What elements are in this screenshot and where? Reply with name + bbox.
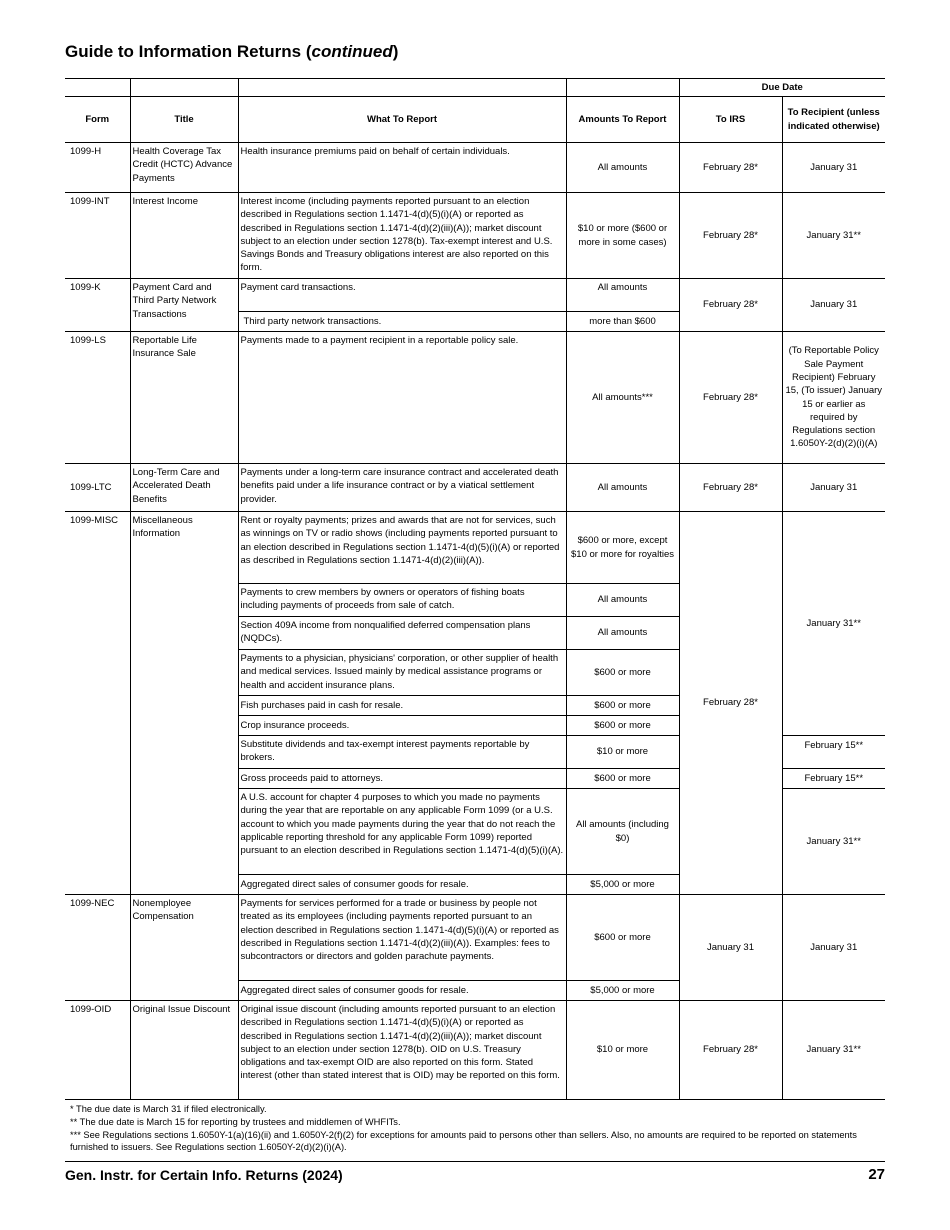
form-cell: 1099-INT: [65, 193, 130, 279]
amount-cell: All amounts: [566, 617, 679, 650]
amount-cell: $10 or more: [566, 1001, 679, 1100]
recipient-cell: (To Reportable Policy Sale Payment Recipient) February 15, (To issuer) January 15 or earlier as required by Regulations section 1.6050Y-2(d)(2)(i)(A): [782, 332, 885, 464]
page-number: 27: [868, 1166, 885, 1183]
what-cell: Payments for services performed for a trade or business by people not treated as its employees (including payments reported pursuant to an election described in Regulations section 1.1471-4(d)(5)(i)(A) or reported as described in Regulations section 1.1471-4(d)(2)(iii)(A)). Examples: fees to subcontractors or directors and golden parachute payments.: [238, 895, 566, 981]
what-cell: Payments under a long-term care insurance contract and accelerated death benefits paid under a life insurance contract or by a viatical settlement provider.: [238, 464, 566, 512]
footnote-1: * The due date is March 31 if filed electronically.: [70, 1104, 267, 1114]
table-row: [65, 1001, 885, 1100]
irs-cell: February 28*: [679, 464, 782, 512]
what-cell: Gross proceeds paid to attorneys.: [238, 769, 566, 789]
amount-cell: $10 or more: [566, 736, 679, 769]
irs-cell: February 28*: [679, 193, 782, 279]
amount-cell: $5,000 or more: [566, 875, 679, 895]
recipient-cell: February 15**: [782, 769, 885, 789]
recipient-cell: January 31: [782, 464, 885, 512]
header-blank: [130, 79, 238, 97]
what-cell: A U.S. account for chapter 4 purposes to which you made no payments during the year that are reportable on any applicable Form 1099 (or a U.S. account to which you made payments during the year that do not reach the applicable reporting threshold for any applicable Form 1099) reported pursuant to an election described in Regulations section 1.1471-4(d)(5)(i)(A).: [238, 789, 566, 875]
header-blank: [566, 79, 679, 97]
header-due-date: Due Date: [679, 79, 885, 97]
irs-cell: February 28*: [679, 512, 782, 895]
recipient-cell: January 31: [782, 143, 885, 193]
recipient-cell: January 31**: [782, 1001, 885, 1100]
irs-cell: February 28*: [679, 1001, 782, 1100]
title-cell: Original Issue Discount: [130, 1001, 238, 1100]
amount-cell: All amounts: [566, 584, 679, 617]
form-cell: 1099-NEC: [65, 895, 130, 1001]
table-row: [65, 895, 885, 981]
recipient-cell: January 31**: [782, 512, 885, 736]
form-cell: 1099-MISC: [65, 512, 130, 895]
recipient-cell: January 31**: [782, 193, 885, 279]
footer-divider: [65, 1161, 885, 1162]
footer-document-title: Gen. Instr. for Certain Info. Returns (2024): [65, 1167, 343, 1183]
what-cell: Payments made to a payment recipient in a reportable policy sale.: [238, 332, 566, 464]
title-cell: Reportable Life Insurance Sale: [130, 332, 238, 464]
page-title: Guide to Information Returns (continued): [65, 42, 399, 61]
header-what-to-report: What To Report: [238, 97, 566, 143]
table-row: [65, 332, 885, 464]
header-title: Title: [130, 97, 238, 143]
header-form: Form: [65, 97, 130, 143]
irs-cell: February 28*: [679, 279, 782, 332]
amount-cell: $600 or more: [566, 769, 679, 789]
table-header-row: [65, 97, 885, 143]
footnote-2: ** The due date is March 15 for reporting by trustees and middlemen of WHFITs.: [70, 1116, 401, 1127]
recipient-cell: January 31: [782, 279, 885, 332]
amount-cell: $600 or more, except $10 or more for royalties: [566, 512, 679, 584]
irs-cell: January 31: [679, 895, 782, 1001]
title-cell: Miscellaneous Information: [130, 512, 238, 895]
footnote-3: *** See Regulations sections 1.6050Y-1(a)(16)(ii) and 1.6050Y-2(f)(2) for exceptions for amounts paid to persons other than sellers. Also, no amounts are required to be reported on statements furnished to issuers. See Regulations section 1.6050Y-2(d)(2)(i)(A).: [70, 1129, 857, 1153]
table-row: [65, 193, 885, 279]
what-cell: Interest income (including payments reported pursuant to an election described in Regulations section 1.1471-4(d)(5)(i)(A) or reported as described in Regulations section 1.1471-4(d)(2)(iii)(A)); market discount subject to an election under section 1278(b). Tax-exempt interest and U.S. Savings Bonds and Treasury obligations interest are also reported on this form.: [238, 193, 566, 279]
what-cell: Payments to crew members by owners or operators of fishing boats including payments of proceeds from sale of catch.: [238, 584, 566, 617]
form-cell: 1099-H: [65, 143, 130, 193]
header-blank: [238, 79, 566, 97]
recipient-cell: January 31: [782, 895, 885, 1001]
footnotes: [70, 1103, 885, 1154]
what-cell: Fish purchases paid in cash for resale.: [238, 696, 566, 716]
table-row: [65, 143, 885, 193]
amount-cell: more than $600: [566, 312, 679, 332]
amount-cell: $600 or more: [566, 716, 679, 736]
what-cell: Payments to a physician, physicians' corporation, or other supplier of health and medical services. Issued mainly by medical assistance programs or health and accident insurance plans.: [238, 650, 566, 696]
what-cell: Rent or royalty payments; prizes and awards that are not for services, such as winnings on TV or radio shows (including payments reported pursuant to an election described in Regulations section 1.1471-4(d)(5)(i)(A) or reported as described in Regulations section 1.1471-4(d)(2)(iii)(A)).: [238, 512, 566, 584]
what-cell: Section 409A income from nonqualified deferred compensation plans (NQDCs).: [238, 617, 566, 650]
title-cell: Long-Term Care and Accelerated Death Benefits: [130, 464, 238, 512]
irs-cell: February 28*: [679, 143, 782, 193]
header-amounts-to-report: Amounts To Report: [566, 97, 679, 143]
amount-cell: $600 or more: [566, 696, 679, 716]
what-cell: Health insurance premiums paid on behalf of certain individuals.: [238, 143, 566, 193]
header-to-irs: To IRS: [679, 97, 782, 143]
what-cell: Aggregated direct sales of consumer goods for resale.: [238, 875, 566, 895]
what-cell: Crop insurance proceeds.: [238, 716, 566, 736]
what-cell: Aggregated direct sales of consumer goods for resale.: [238, 981, 566, 1001]
title-cell: Interest Income: [130, 193, 238, 279]
amount-cell: All amounts***: [566, 332, 679, 464]
form-cell: 1099-OID: [65, 1001, 130, 1100]
title-cell: Payment Card and Third Party Network Transactions: [130, 279, 238, 332]
amount-cell: $600 or more: [566, 895, 679, 981]
table-header-group-row: [65, 79, 885, 97]
irs-cell: February 28*: [679, 332, 782, 464]
amount-cell: $5,000 or more: [566, 981, 679, 1001]
information-returns-table: [65, 78, 885, 1100]
header-to-recipient: To Recipient (unless indicated otherwise): [782, 97, 885, 143]
amount-cell: All amounts: [566, 279, 679, 312]
what-cell: Substitute dividends and tax-exempt interest payments reportable by brokers.: [238, 736, 566, 769]
what-cell: Original issue discount (including amounts reported pursuant to an election described in Regulations section 1.1471-4(d)(5)(i)(A) or reported as described in Regulations section 1.1471-4(d)(2)(iii)(A)); market discount subject to an election under section 1278(b). OID on U.S. Treasury obligations and tax-exempt OID are also reported on this form. Stated interest (other than stated interest that is OID) may be reported on this form.: [238, 1001, 566, 1100]
header-blank: [65, 79, 130, 97]
amount-cell: $600 or more: [566, 650, 679, 696]
recipient-cell: February 15**: [782, 736, 885, 769]
form-cell: 1099-LS: [65, 332, 130, 464]
amount-cell: $10 or more ($600 or more in some cases): [566, 193, 679, 279]
table-row: [65, 464, 885, 512]
what-cell: Payment card transactions.: [238, 279, 566, 312]
table-row: [65, 512, 885, 584]
amount-cell: All amounts: [566, 464, 679, 512]
amount-cell: All amounts (including $0): [566, 789, 679, 875]
recipient-cell: January 31**: [782, 789, 885, 895]
form-cell: 1099-LTC: [65, 464, 130, 512]
what-cell: Third party network transactions.: [238, 312, 566, 332]
title-cell: Health Coverage Tax Credit (HCTC) Advance Payments: [130, 143, 238, 193]
title-cell: Nonemployee Compensation: [130, 895, 238, 1001]
form-cell: 1099-K: [65, 279, 130, 332]
amount-cell: All amounts: [566, 143, 679, 193]
table-row: [65, 279, 885, 312]
